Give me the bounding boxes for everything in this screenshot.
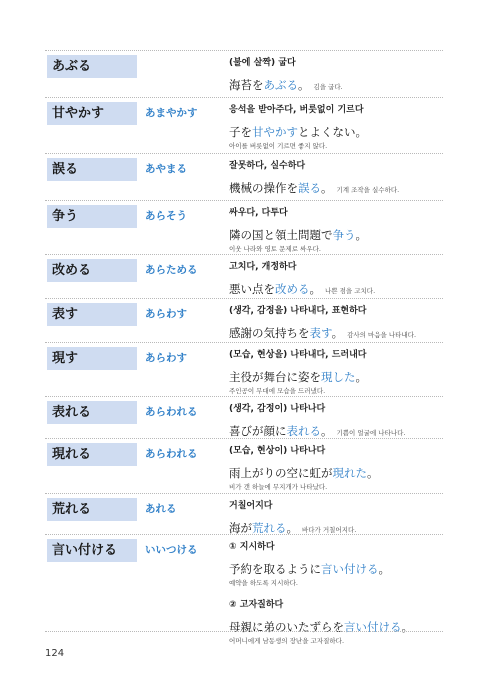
bottom-divider (45, 631, 443, 632)
highlighted-word: 甘やかす (252, 125, 298, 139)
entry-arasou (45, 200, 443, 254)
sense-2 (229, 599, 443, 646)
page-number: 124 (45, 648, 65, 659)
definition (229, 349, 443, 396)
meaning: (모습, 현상을) 나타내다, 드러내다 (229, 350, 367, 360)
translation: 아이를 버릇없이 기르면 좋지 않다. (229, 142, 328, 150)
highlighted-word: 表す (309, 326, 332, 340)
headword: 甘やかす (47, 102, 137, 125)
meaning: (생각, 감정을) 나타내다, 표현하다 (229, 306, 367, 316)
meaning: 고치다, 개정하다 (229, 262, 297, 272)
translation: 바다가 거칠어지다. (302, 526, 357, 534)
highlighted-word: あぶる (263, 78, 298, 92)
translation: 예약을 하도록 지시하다. (229, 579, 298, 587)
meaning: 거칠어지다 (229, 501, 273, 511)
translation: 감사의 마음을 나타내다. (347, 331, 417, 339)
meaning: (생각, 감정이) 나타나다 (229, 404, 326, 414)
headword: 現れる (47, 443, 137, 466)
entry-arawareru-2 (45, 438, 443, 493)
meaning: ② 고자질하다 (229, 600, 284, 610)
definition (229, 207, 443, 254)
meaning: 응석을 받아주다, 버릇없이 기르다 (229, 105, 364, 115)
reading: あまやかす (145, 107, 198, 119)
entry-aburu (45, 50, 443, 97)
highlighted-word: 表れる (286, 424, 321, 438)
reading: あらそう (145, 210, 187, 222)
definition (229, 403, 443, 440)
example-sentence: 予約を取るように言い付ける。 (229, 562, 390, 576)
highlighted-word: 争う (332, 228, 356, 242)
definition (229, 500, 443, 537)
definition (229, 305, 443, 342)
reading: あれる (145, 503, 177, 515)
headword: 改める (47, 259, 137, 282)
entry-arawareru-1 (45, 396, 443, 438)
reading: あらわれる (145, 406, 198, 418)
entry-iitsukeru (45, 534, 443, 645)
highlighted-word: 言い付ける (344, 620, 402, 634)
headword: 表す (47, 303, 137, 326)
definition (229, 57, 443, 94)
headword: 争う (47, 205, 137, 228)
highlighted-word: 荒れる (252, 521, 287, 535)
meaning: (불에 살짝) 굽다 (229, 58, 296, 68)
highlighted-word: 現した (321, 370, 356, 384)
example-sentence: 海苔をあぶる。 김을 굽다. (229, 78, 343, 92)
example-sentence: 子を甘やかすとよくない。 (229, 125, 367, 139)
example-sentence: 母親に弟のいたずらを言い付ける。 (229, 620, 413, 634)
headword: あぶる (47, 55, 137, 78)
vocabulary-list (45, 50, 443, 645)
example-sentence: 感謝の気持ちを表す。 감사의 마음을 나타내다. (229, 326, 417, 340)
example-sentence: 海が荒れる。 바다가 거칠어지다. (229, 521, 357, 535)
translation: 이웃 나라와 영토 문제로 싸우다. (229, 245, 321, 253)
headword: 表れる (47, 401, 137, 424)
headword: 荒れる (47, 498, 137, 521)
example-sentence: 雨上がりの空に虹が現れた。 (229, 466, 379, 480)
headword: 現す (47, 347, 137, 370)
definition (229, 261, 443, 298)
example-sentence: 機械の操作を誤る。 기계 조작을 실수하다. (229, 181, 400, 195)
entry-arawasu-2 (45, 342, 443, 396)
translation: 어머니에게 남동생의 장난을 고자질하다. (229, 637, 345, 645)
reading: あらわす (145, 352, 187, 364)
reading: あらわす (145, 308, 187, 320)
highlighted-word: 現れた (332, 466, 367, 480)
definition (229, 445, 443, 492)
meaning: ① 지시하다 (229, 542, 275, 552)
reading: あらわれる (145, 448, 198, 460)
meaning: 잘못하다, 실수하다 (229, 161, 306, 171)
definition (229, 104, 443, 151)
definition (229, 160, 443, 197)
reading: あやまる (145, 163, 187, 175)
meaning: (모습, 현상이) 나타나다 (229, 446, 326, 456)
entry-aratameru (45, 254, 443, 298)
entry-areru (45, 493, 443, 534)
example-sentence: 悪い点を改める。 나쁜 점을 고치다. (229, 282, 376, 296)
headword: 誤る (47, 158, 137, 181)
reading: あらためる (145, 264, 198, 276)
entry-amayakasu (45, 97, 443, 153)
translation: 기쁨이 얼굴에 나타나다. (336, 429, 406, 437)
translation: 기계 조작을 실수하다. (336, 186, 400, 194)
meaning: 싸우다, 다투다 (229, 208, 288, 218)
reading: いいつける (145, 544, 198, 556)
highlighted-word: 改める (275, 282, 310, 296)
translation: 주인공이 무대에 모습을 드러냈다. (229, 387, 326, 395)
entry-ayamaru (45, 153, 443, 200)
example-sentence: 喜びが顔に表れる。 기쁨이 얼굴에 나타나다. (229, 424, 406, 438)
highlighted-word: 誤る (298, 181, 321, 195)
highlighted-word: 言い付ける (321, 562, 379, 576)
translation: 비가 갠 하늘에 무지개가 나타났다. (229, 483, 328, 491)
headword: 言い付ける (47, 539, 137, 562)
example-sentence: 主役が舞台に姿を現した。 (229, 370, 367, 384)
example-sentence: 隣の国と領土問題で争う。 (229, 228, 367, 242)
sense-1 (229, 541, 443, 588)
translation: 나쁜 점을 고치다. (325, 287, 376, 295)
translation: 김을 굽다. (313, 83, 343, 91)
entry-arawasu-1 (45, 298, 443, 342)
